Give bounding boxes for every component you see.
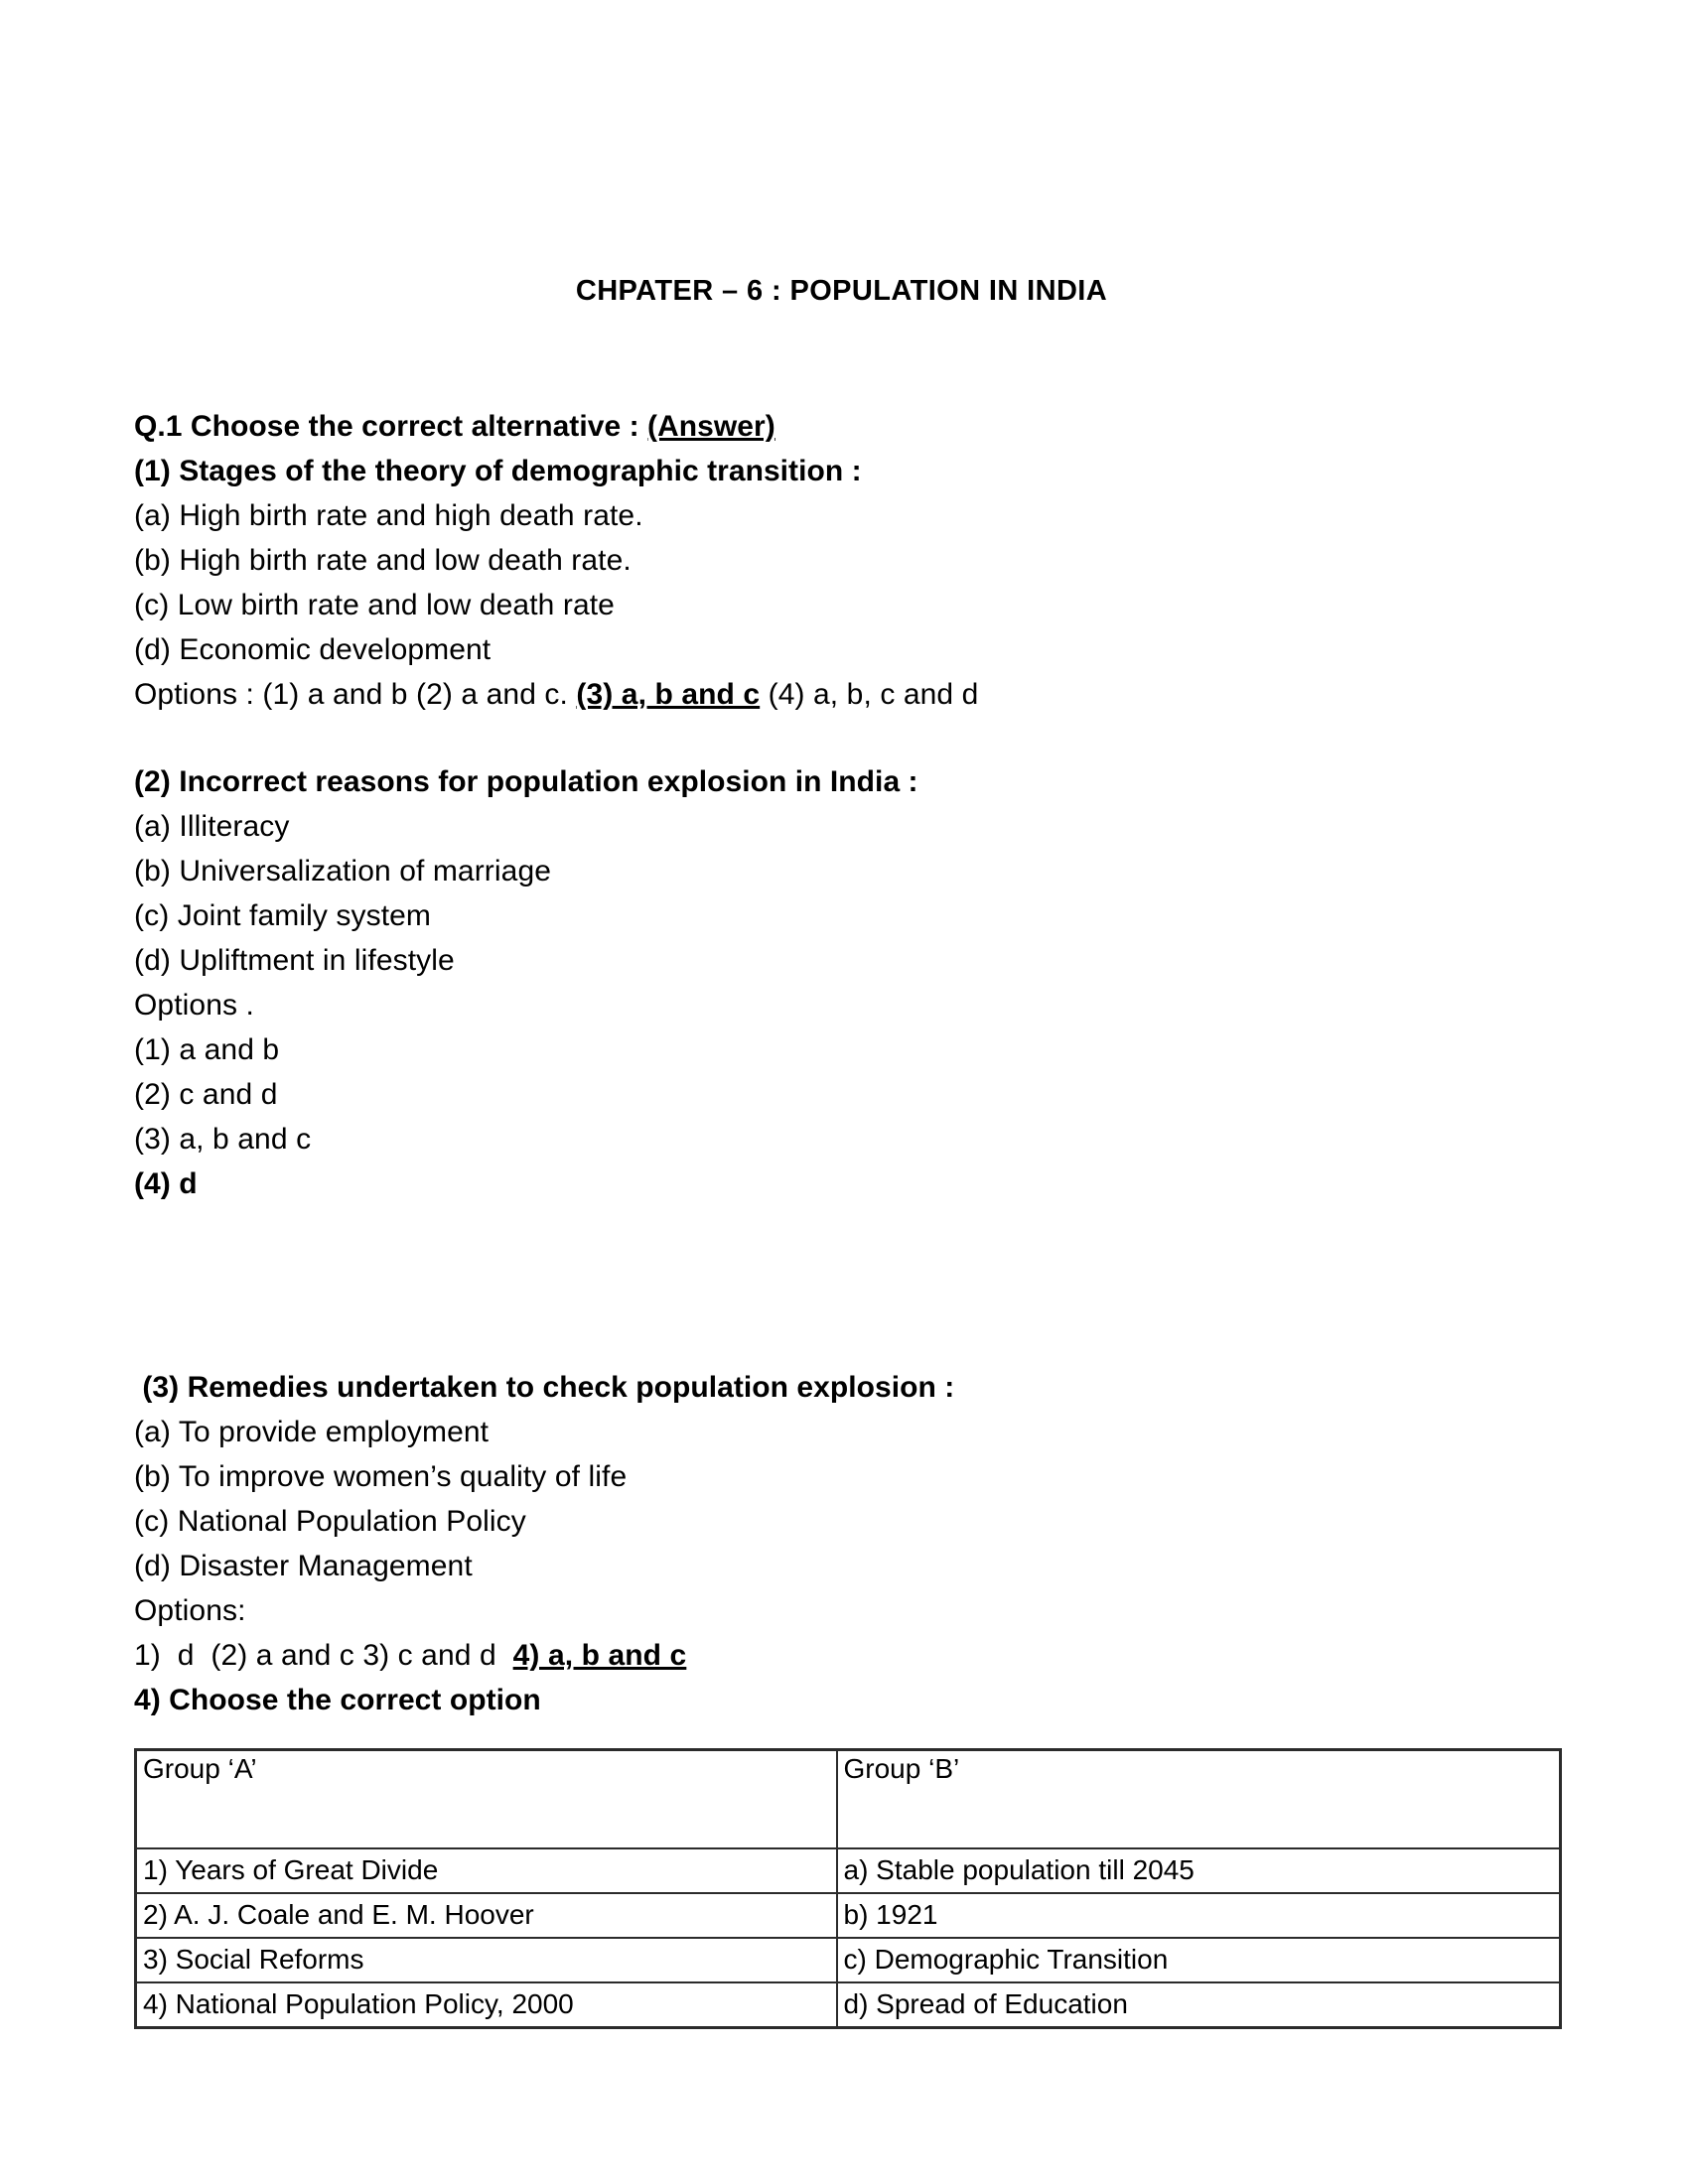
table-row: [136, 1982, 1561, 2027]
table-cell-group-a: 2) A. J. Coale and E. M. Hoover: [136, 1893, 837, 1938]
q1-2-choice-b: (b) Universalization of marriage: [134, 854, 552, 887]
q1-3-options-prefix: 1) d (2) a and c 3) c and d: [134, 1638, 513, 1672]
table-cell-group-a: 1) Years of Great Divide: [136, 1848, 837, 1893]
q1-1-choice-c: (c) Low birth rate and low death rate: [134, 588, 615, 621]
q1-2-option-1: (1) a and b: [134, 1032, 280, 1066]
q1-3-options-label: Options:: [134, 1593, 246, 1627]
q1-2-options-label: Options .: [134, 988, 254, 1022]
table-header-group-b: Group ‘B’: [837, 1749, 1561, 1848]
q1-2-option-2: (2) c and d: [134, 1077, 278, 1111]
q1-2-choice-a: (a) Illiteracy: [134, 809, 290, 843]
q1-3-choice-a: (a) To provide employment: [134, 1415, 490, 1448]
q1-3-question: (3) Remedies undertaken to check population explosion :: [134, 1370, 955, 1404]
table-header-row: [136, 1749, 1561, 1848]
q1-1-choice-b: (b) High birth rate and low death rate.: [134, 543, 632, 577]
q1-heading: [134, 404, 1549, 449]
table-cell-group-b: b) 1921: [837, 1893, 1561, 1938]
q1-2-q3-gap: [134, 1206, 1549, 1365]
match-the-pairs-table: [134, 1748, 1562, 2029]
q1-1-options-suffix: (4) a, b, c and d: [760, 677, 979, 711]
q1-1-choice-d: (d) Economic development: [134, 632, 492, 666]
table-row: [136, 1938, 1561, 1982]
table-header-group-a: Group ‘A’: [136, 1749, 837, 1848]
q1-3-choice-c: (c) National Population Policy: [134, 1504, 526, 1538]
q1-1-options-answer: (3) a, b and c: [576, 677, 761, 711]
title-body-spacer: [134, 309, 1549, 404]
q1-3-options-answer: 4) a, b and c: [512, 1638, 687, 1672]
q1-2-option-3: (3) a, b and c: [134, 1122, 312, 1156]
q1-section: [134, 404, 1549, 2029]
page-title: CHPATER – 6 : POPULATION IN INDIA: [575, 275, 1108, 307]
table-cell-group-b: c) Demographic Transition: [837, 1938, 1561, 1982]
q1-3-choice-d: (d) Disaster Management: [134, 1549, 473, 1582]
q1-3-choice-b: (b) To improve women’s quality of life: [134, 1459, 628, 1493]
q1-1-q2-gap: [134, 717, 1549, 759]
table-cell-group-a: 3) Social Reforms: [136, 1938, 837, 1982]
table-row: [136, 1893, 1561, 1938]
q1-4-question: 4) Choose the correct option: [134, 1683, 541, 1716]
q1-1-question: (1) Stages of the theory of demographic transition :: [134, 454, 862, 487]
q1-2-choice-c: (c) Joint family system: [134, 898, 432, 932]
match-table-container: [134, 1748, 1549, 2029]
q1-2-choice-d: (d) Upliftment in lifestyle: [134, 943, 455, 977]
q1-1-options: [134, 672, 1549, 717]
q1-2-options-answer: (4) d: [134, 1166, 198, 1200]
q1-2-question: (2) Incorrect reasons for population explosion in India :: [134, 764, 918, 798]
table-row: [136, 1848, 1561, 1893]
table-cell-group-b: d) Spread of Education: [837, 1982, 1561, 2027]
table-cell-group-a: 4) National Population Policy, 2000: [136, 1982, 837, 2027]
q1-1-options-prefix: Options : (1) a and b (2) a and c.: [134, 677, 577, 711]
q1-3-options: [134, 1633, 1549, 1678]
table-cell-group-b: a) Stable population till 2045: [837, 1848, 1561, 1893]
q1-heading-text: Q.1 Choose the correct alternative :: [134, 409, 648, 443]
q1-1-choice-a: (a) High birth rate and high death rate.: [134, 498, 643, 532]
q1-heading-answer-label: (Answer): [647, 409, 775, 443]
